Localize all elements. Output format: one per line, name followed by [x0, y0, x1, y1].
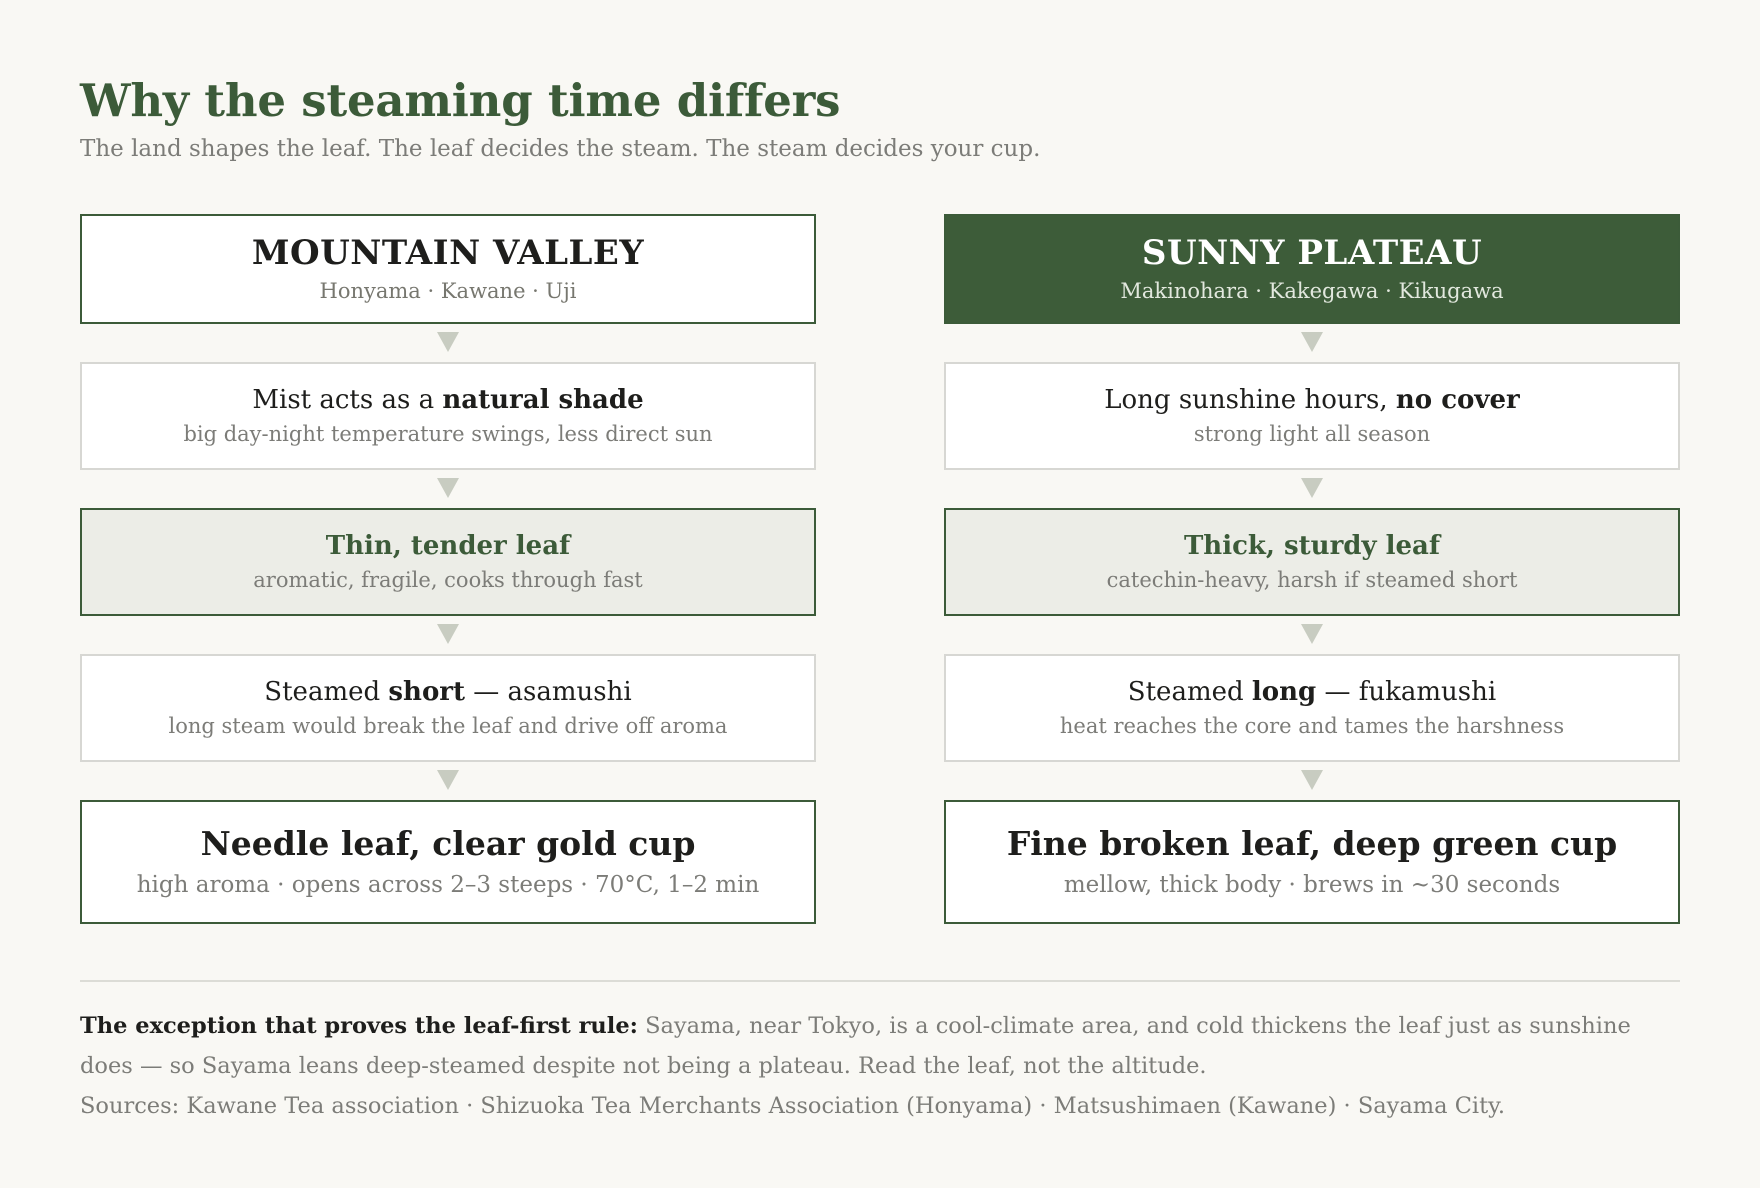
header-title: SUNNY PLATEAU	[1141, 233, 1483, 273]
leaf-box	[80, 508, 816, 616]
down-arrow-icon	[1301, 332, 1323, 352]
mountain-valley-column	[80, 214, 816, 924]
climate-box	[80, 362, 816, 470]
divider	[80, 980, 1680, 982]
sunny-plateau-column	[944, 214, 1680, 924]
climate-emphasis: natural shade	[442, 385, 644, 415]
header-title: MOUNTAIN VALLEY	[251, 233, 645, 273]
climate-box	[944, 362, 1680, 470]
sunny-plateau-header	[944, 214, 1680, 324]
steam-box	[944, 654, 1680, 762]
down-arrow-icon	[437, 478, 459, 498]
leaf-detail: catechin-heavy, harsh if steamed short	[1106, 568, 1518, 592]
climate-text: Long sunshine hours, no cover	[1104, 385, 1520, 415]
steam-text: Steamed short — asamushi	[264, 677, 632, 707]
climate-detail: strong light all season	[1193, 422, 1431, 446]
result-box	[944, 800, 1680, 924]
mountain-valley-header	[80, 214, 816, 324]
result-box	[80, 800, 816, 924]
climate-text: Mist acts as a natural shade	[252, 385, 644, 415]
steam-detail: heat reaches the core and tames the harshness	[1059, 714, 1565, 738]
down-arrow-icon	[437, 770, 459, 790]
header-places: Makinohara · Kakegawa · Kikugawa	[1120, 279, 1504, 303]
steam-box	[80, 654, 816, 762]
exception-lead: The exception that proves the leaf-first rule:	[80, 1013, 638, 1039]
steam-text: Steamed long — fukamushi	[1127, 677, 1497, 707]
result-detail: high aroma · opens across 2–3 steeps · 70°C, 1–2 min	[136, 872, 760, 898]
steam-emphasis: long	[1251, 677, 1317, 707]
comparison-columns	[80, 214, 1680, 924]
down-arrow-icon	[1301, 770, 1323, 790]
leaf-title: Thin, tender leaf	[325, 531, 571, 561]
leaf-detail: aromatic, fragile, cooks through fast	[253, 568, 643, 592]
leaf-title: Thick, sturdy leaf	[1183, 531, 1441, 561]
page-title: Why the steaming time differs	[80, 74, 841, 127]
leaf-box	[944, 508, 1680, 616]
down-arrow-icon	[1301, 478, 1323, 498]
page-subtitle: The land shapes the leaf. The leaf decides the steam. The steam decides your cup.	[80, 136, 1041, 162]
climate-emphasis: no cover	[1395, 385, 1520, 415]
down-arrow-icon	[437, 332, 459, 352]
result-title: Fine broken leaf, deep green cup	[1006, 824, 1618, 863]
header-places: Honyama · Kawane · Uji	[319, 279, 577, 303]
result-detail: mellow, thick body · brews in ~30 seconds	[1063, 872, 1561, 898]
sources-line: Sources: Kawane Tea association · Shizuoka Tea Merchants Association (Honyama) · Matsushimaen (Kawane) · Sayama City.	[80, 1093, 1506, 1119]
result-title: Needle leaf, clear gold cup	[200, 824, 696, 863]
down-arrow-icon	[1301, 624, 1323, 644]
steam-detail: long steam would break the leaf and drive off aroma	[168, 714, 728, 738]
steam-emphasis: short	[388, 677, 465, 707]
climate-detail: big day-night temperature swings, less direct sun	[183, 422, 713, 446]
exception-text: Sayama, near Tokyo, is a cool-climate area, and cold thickens the leaf just as sunshine does — so Sayama leans deep-steamed despite not being a plateau. Read the leaf, not the altitude.	[80, 1013, 1631, 1079]
down-arrow-icon	[437, 624, 459, 644]
exception-note	[80, 1006, 1680, 1086]
